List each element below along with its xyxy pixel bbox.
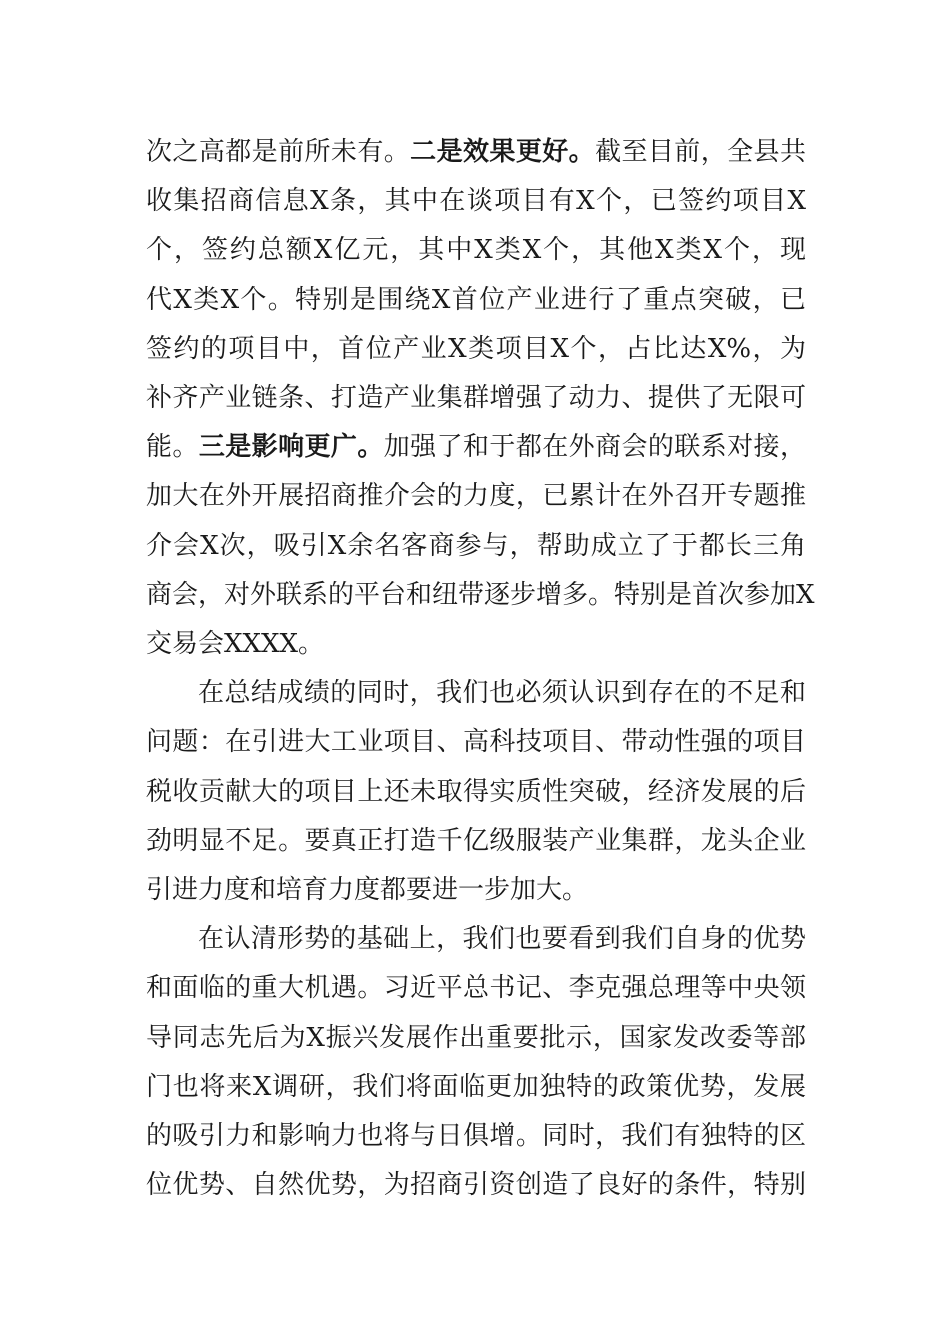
text-line <box>146 1111 806 1161</box>
body-text: 和面临的重大机遇。习近平总书记、李克强总理等中央领 <box>146 973 806 1004</box>
body-text: 导同志先后为X振兴发展作出重要批示，国家发改委等部 <box>146 1022 806 1053</box>
text-line <box>146 176 806 226</box>
text-line <box>146 225 806 275</box>
text-line <box>146 127 806 177</box>
body-text: 商会，对外联系的平台和纽带逐步增多。特别是首次参加X <box>146 579 815 610</box>
body-text: 收集招商信息X条，其中在谈项目有X个，已签约项目X <box>146 186 806 217</box>
text-line <box>146 521 806 571</box>
body-text: 截至目前，全县共 <box>595 137 806 167</box>
body-text: 交易会XXXX。 <box>146 629 325 659</box>
text-line <box>146 373 806 423</box>
text-line <box>146 1062 806 1112</box>
text-line <box>146 471 806 521</box>
text-line <box>198 914 806 964</box>
bold-heading-text: 三是影响更广。 <box>198 432 384 463</box>
body-text: 位优势、自然优势，为招商引资创造了良好的条件，特别 <box>146 1170 806 1201</box>
bold-heading-text: 二是效果更好。 <box>410 137 596 167</box>
body-text: 在总结成绩的同时，我们也必须认识到存在的不足和 <box>198 678 806 709</box>
text-line <box>146 767 806 817</box>
body-text: 引进力度和培育力度都要进一步加大。 <box>146 875 589 905</box>
body-text: 签约的项目中，首位产业X类项目X个，占比达X%，为 <box>146 333 806 364</box>
body-text: 在认清形势的基础上，我们也要看到我们自身的优势 <box>198 924 806 955</box>
body-text: 加大在外开展招商推介会的力度，已累计在外召开专题推 <box>146 481 806 512</box>
text-line <box>146 570 815 620</box>
text-line <box>146 865 806 915</box>
text-line <box>198 668 806 718</box>
body-text: 代X类X个。特别是围绕X首位产业进行了重点突破，已 <box>146 284 806 315</box>
body-text: 门也将来X调研，我们将面临更加独特的政策优势，发展 <box>146 1071 806 1102</box>
text-line <box>146 275 806 325</box>
body-text: 税收贡献大的项目上还未取得实质性突破，经济发展的后 <box>146 776 806 807</box>
text-line <box>146 422 806 472</box>
body-text: 介会X次，吸引X余名客商参与，帮助成立了于都长三角 <box>146 530 806 561</box>
text-line <box>146 324 806 374</box>
text-line <box>146 816 806 866</box>
text-line <box>146 1160 806 1210</box>
body-text: 能。 <box>146 432 199 463</box>
body-text: 的吸引力和影响力也将与日俱增。同时，我们有独特的区 <box>146 1121 806 1151</box>
text-line <box>146 963 806 1013</box>
text-line <box>146 619 806 669</box>
body-text: 劲明显不足。要真正打造千亿级服装产业集群，龙头企业 <box>146 825 806 856</box>
body-text: 个，签约总额X亿元，其中X类X个，其他X类X个，现 <box>146 235 806 266</box>
text-line <box>146 1013 806 1063</box>
body-text: 补齐产业链条、打造产业集群增强了动力、提供了无限可 <box>146 383 806 413</box>
body-text: 加强了和于都在外商会的联系对接， <box>383 432 806 463</box>
body-text: 问题：在引进大工业项目、高科技项目、带动性强的项目 <box>146 727 806 758</box>
text-line <box>146 717 806 767</box>
body-text: 次之高都是前所未有。 <box>146 137 411 167</box>
